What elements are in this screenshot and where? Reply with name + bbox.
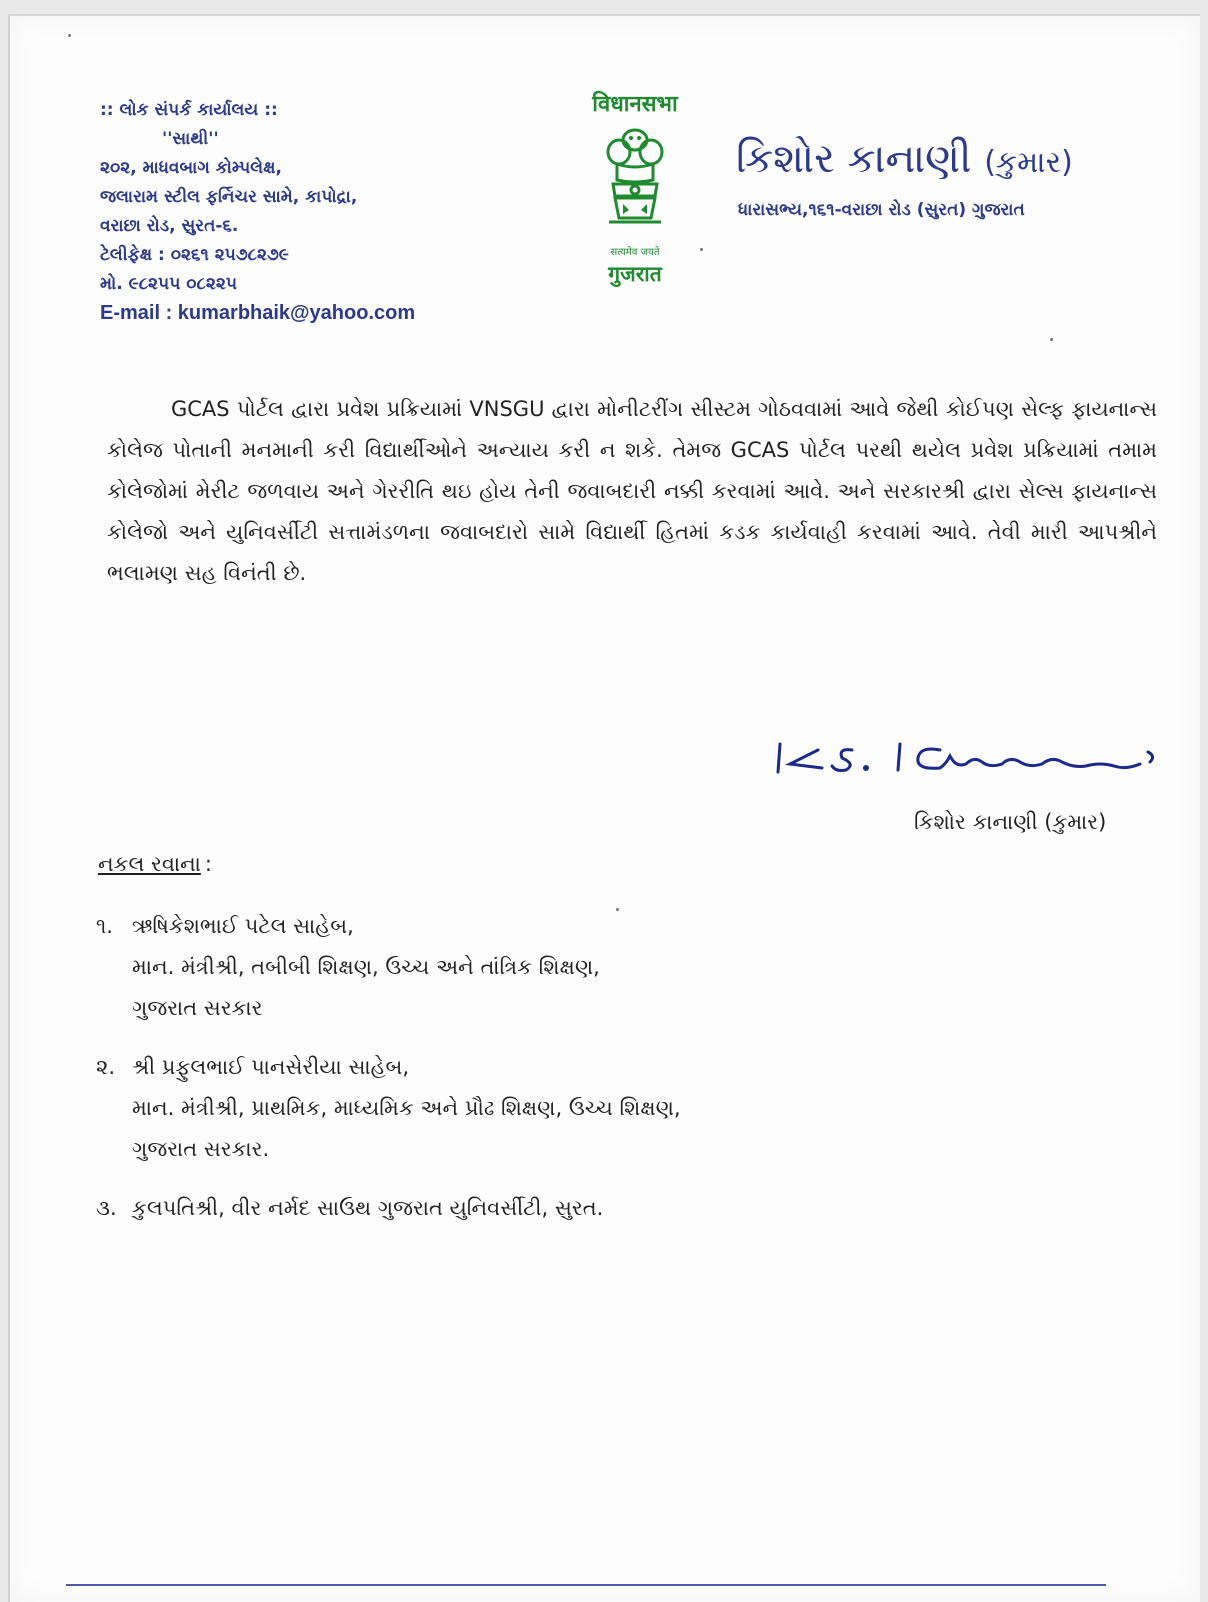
telefax-line: ટેલીફેક્ષ : ૦૨૬૧ ૨૫૭૮૨૭૯ xyxy=(100,245,289,265)
copy-to-heading xyxy=(98,852,212,877)
list-item-line: માન. મંત્રીશ્રી, તબીબી શિક્ષણ, ઉચ્ચ અને તાંત્રિક શિક્ષણ, xyxy=(132,955,600,979)
paper-speck xyxy=(68,34,71,37)
office-address-block xyxy=(100,96,415,328)
sender-designation: ધારાસભ્ય,૧૬૧-વરાછા રોડ (સુરત) ગુજરાત xyxy=(738,200,1025,220)
footer-divider xyxy=(66,1584,1106,1586)
office-title: :: લોક સંપર્ક કાર્યાલય :: xyxy=(100,100,278,120)
list-item-number: ૧. xyxy=(96,914,113,938)
email-line: E-mail : kumarbhaik@yahoo.com xyxy=(100,302,416,324)
copy-to-list xyxy=(96,906,681,1247)
signature-scribble-icon xyxy=(770,738,1170,788)
list-item-line: ગુજરાત સરકાર xyxy=(132,996,263,1020)
handwritten-signature xyxy=(770,738,1170,792)
letter-body xyxy=(107,389,1157,594)
list-item xyxy=(96,906,681,1029)
address-line-2: જલારામ સ્ટીલ ફર્નિચર સામે, કાપોદ્રા, xyxy=(100,187,358,207)
body-paragraph: GCAS પોર્ટલ દ્વારા પ્રવેશ પ્રક્રિયામાં VNSGU દ્વારા મોનીટરીંગ સીસ્ટમ ગોઠવવામાં આવે જેથી કોઈપણ સેલ્ફ ફાયનાન્સ કોલેજ પોતાની મનમાની કરી વિદ્યાર્થીઓને અન્યાય કરી ન શકે. તેમજ GCAS પોર્ટલ પરથી થયેલ પ્રવેશ પ્રક્રિયામાં તમામ કોલેજોમાં મેરીટ જળવાય અને ગેરરીતિ થઇ હોય તેની જવાબદારી નક્કી કરવામાં આવે. અને સરકારશ્રી દ્વારા સેલ્સ ફાયનાન્સ કોલેજો અને યુનિવર્સીટી સત્તામંડળના જવાબદારો સામે વિદ્યાર્થી હિતમાં કડક કાર્યવાહી કરવામાં આવે. તેવી મારી આપશ્રીને ભલામણ સહ વિનંતી છે. xyxy=(107,397,1157,585)
paper-speck xyxy=(616,908,619,911)
copy-to-heading-colon: : xyxy=(204,852,212,876)
list-item xyxy=(96,1047,681,1170)
list-item-line: ગુજરાત સરકાર. xyxy=(132,1137,270,1161)
list-item-line: શ્રી પ્રફુલભાઈ પાનસેરીયા સાહેબ, xyxy=(132,1055,410,1079)
emblem-top-label: विधानसभा xyxy=(592,92,678,117)
lion-capital-emblem-icon xyxy=(595,118,675,238)
sender-name-main: કિશોર કાનાણી xyxy=(736,136,972,182)
emblem-bottom-label: गुजरात xyxy=(608,262,662,286)
office-name: ''સાથી'' xyxy=(162,129,219,149)
paper-speck xyxy=(700,248,703,251)
mobile-line: મો. ૯૮૨૫૫ ૦૮૨૨૫ xyxy=(100,274,237,294)
list-item-line: માન. મંત્રીશ્રી, પ્રાથમિક, માધ્યમિક અને પ્રૌઢ શિક્ષણ, ઉચ્ચ શિક્ષણ, xyxy=(132,1096,681,1120)
sender-name-suffix: (કુમાર) xyxy=(984,145,1073,180)
copy-to-heading-text: નકલ રવાના xyxy=(98,852,201,876)
address-line-1: ૨૦૨, માધવબાગ કોમ્પલેક્ષ, xyxy=(100,158,282,178)
signer-name: કિશોર કાનાણી (કુમાર) xyxy=(914,810,1107,834)
list-item-number: ૩. xyxy=(96,1196,117,1220)
emblem-motto: सत्यमेव जयते xyxy=(610,247,660,258)
list-item-number: ૨. xyxy=(96,1055,116,1079)
address-line-3: વરાછા રોડ, સુરત-૬. xyxy=(100,216,239,236)
list-item-line: ઋષિકેશભાઈ પટેલ સાહેબ, xyxy=(132,914,354,938)
state-emblem-block xyxy=(570,88,700,288)
list-item-line: કુલપતિશ્રી, વીર નર્મદ સાઉથ ગુજરાત યુનિવર્સીટી, સુરત. xyxy=(132,1196,604,1220)
letter-page xyxy=(8,14,1200,1602)
sender-name xyxy=(736,136,1073,182)
list-item xyxy=(96,1188,681,1229)
paper-speck xyxy=(1050,338,1053,341)
